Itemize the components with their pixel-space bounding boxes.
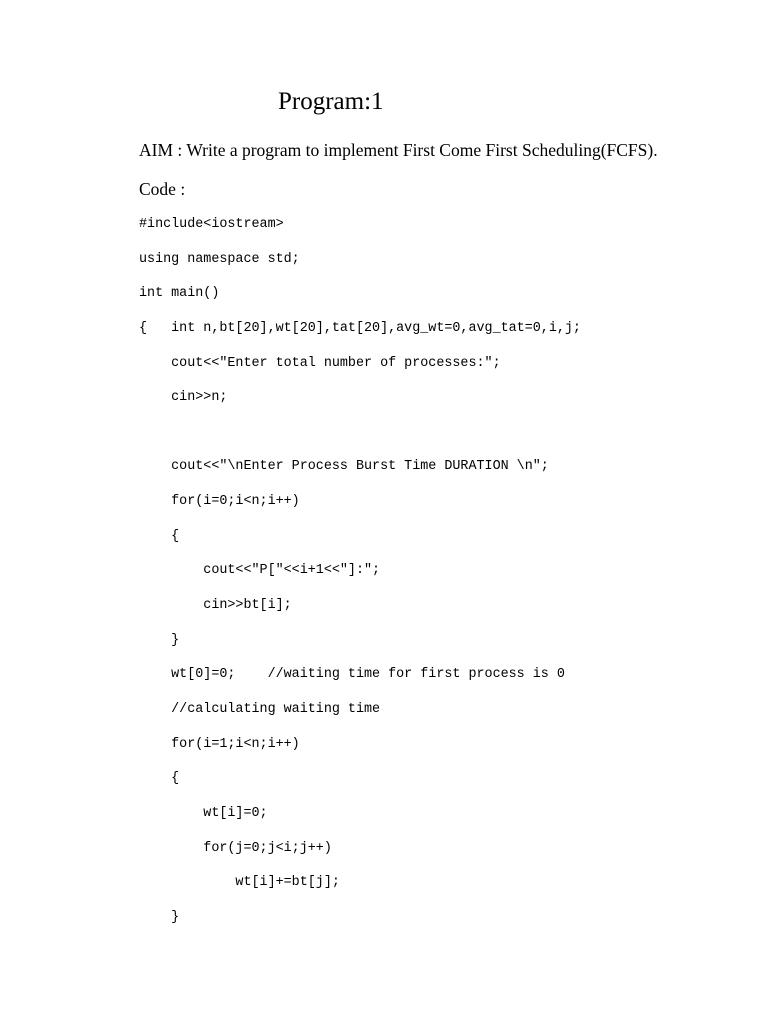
code-label: Code : xyxy=(139,179,186,199)
code-line: #include<iostream> xyxy=(139,217,284,232)
code-line: for(j=0;j<i;j++) xyxy=(139,840,332,856)
code-line: for(i=0;i<n;i++) xyxy=(139,494,300,510)
code-block xyxy=(139,215,581,942)
code-line: wt[i]=0; xyxy=(139,805,268,821)
code-line: for(i=1;i<n;i++) xyxy=(139,736,300,752)
code-line: using namespace std; xyxy=(139,251,300,267)
code-line: cout<<"\nEnter Process Burst Time DURATION \n"; xyxy=(139,459,549,475)
code-line: wt[0]=0; //waiting time for first process is 0 xyxy=(139,667,565,683)
code-line: cin>>n; xyxy=(139,390,228,406)
code-line: //calculating waiting time xyxy=(139,701,381,717)
code-line: cout<<"Enter total number of processes:"; xyxy=(139,355,501,371)
code-line: { xyxy=(139,528,180,544)
code-line: { xyxy=(139,771,180,787)
code-line: } xyxy=(139,909,180,925)
code-line xyxy=(139,423,581,458)
code-line: { int n,bt[20],wt[20],tat[20],avg_wt=0,avg_tat=0,i,j; xyxy=(139,320,581,336)
code-line: wt[i]+=bt[j]; xyxy=(139,875,340,891)
code-line: cin>>bt[i]; xyxy=(139,598,292,614)
code-line: int main() xyxy=(139,286,220,302)
program-title: Program:1 xyxy=(278,88,384,115)
code-line: } xyxy=(139,632,180,648)
aim-statement: AIM : Write a program to implement First Come First Scheduling(FCFS). xyxy=(139,140,658,160)
code-line: cout<<"P["<<i+1<<"]:"; xyxy=(139,563,381,579)
